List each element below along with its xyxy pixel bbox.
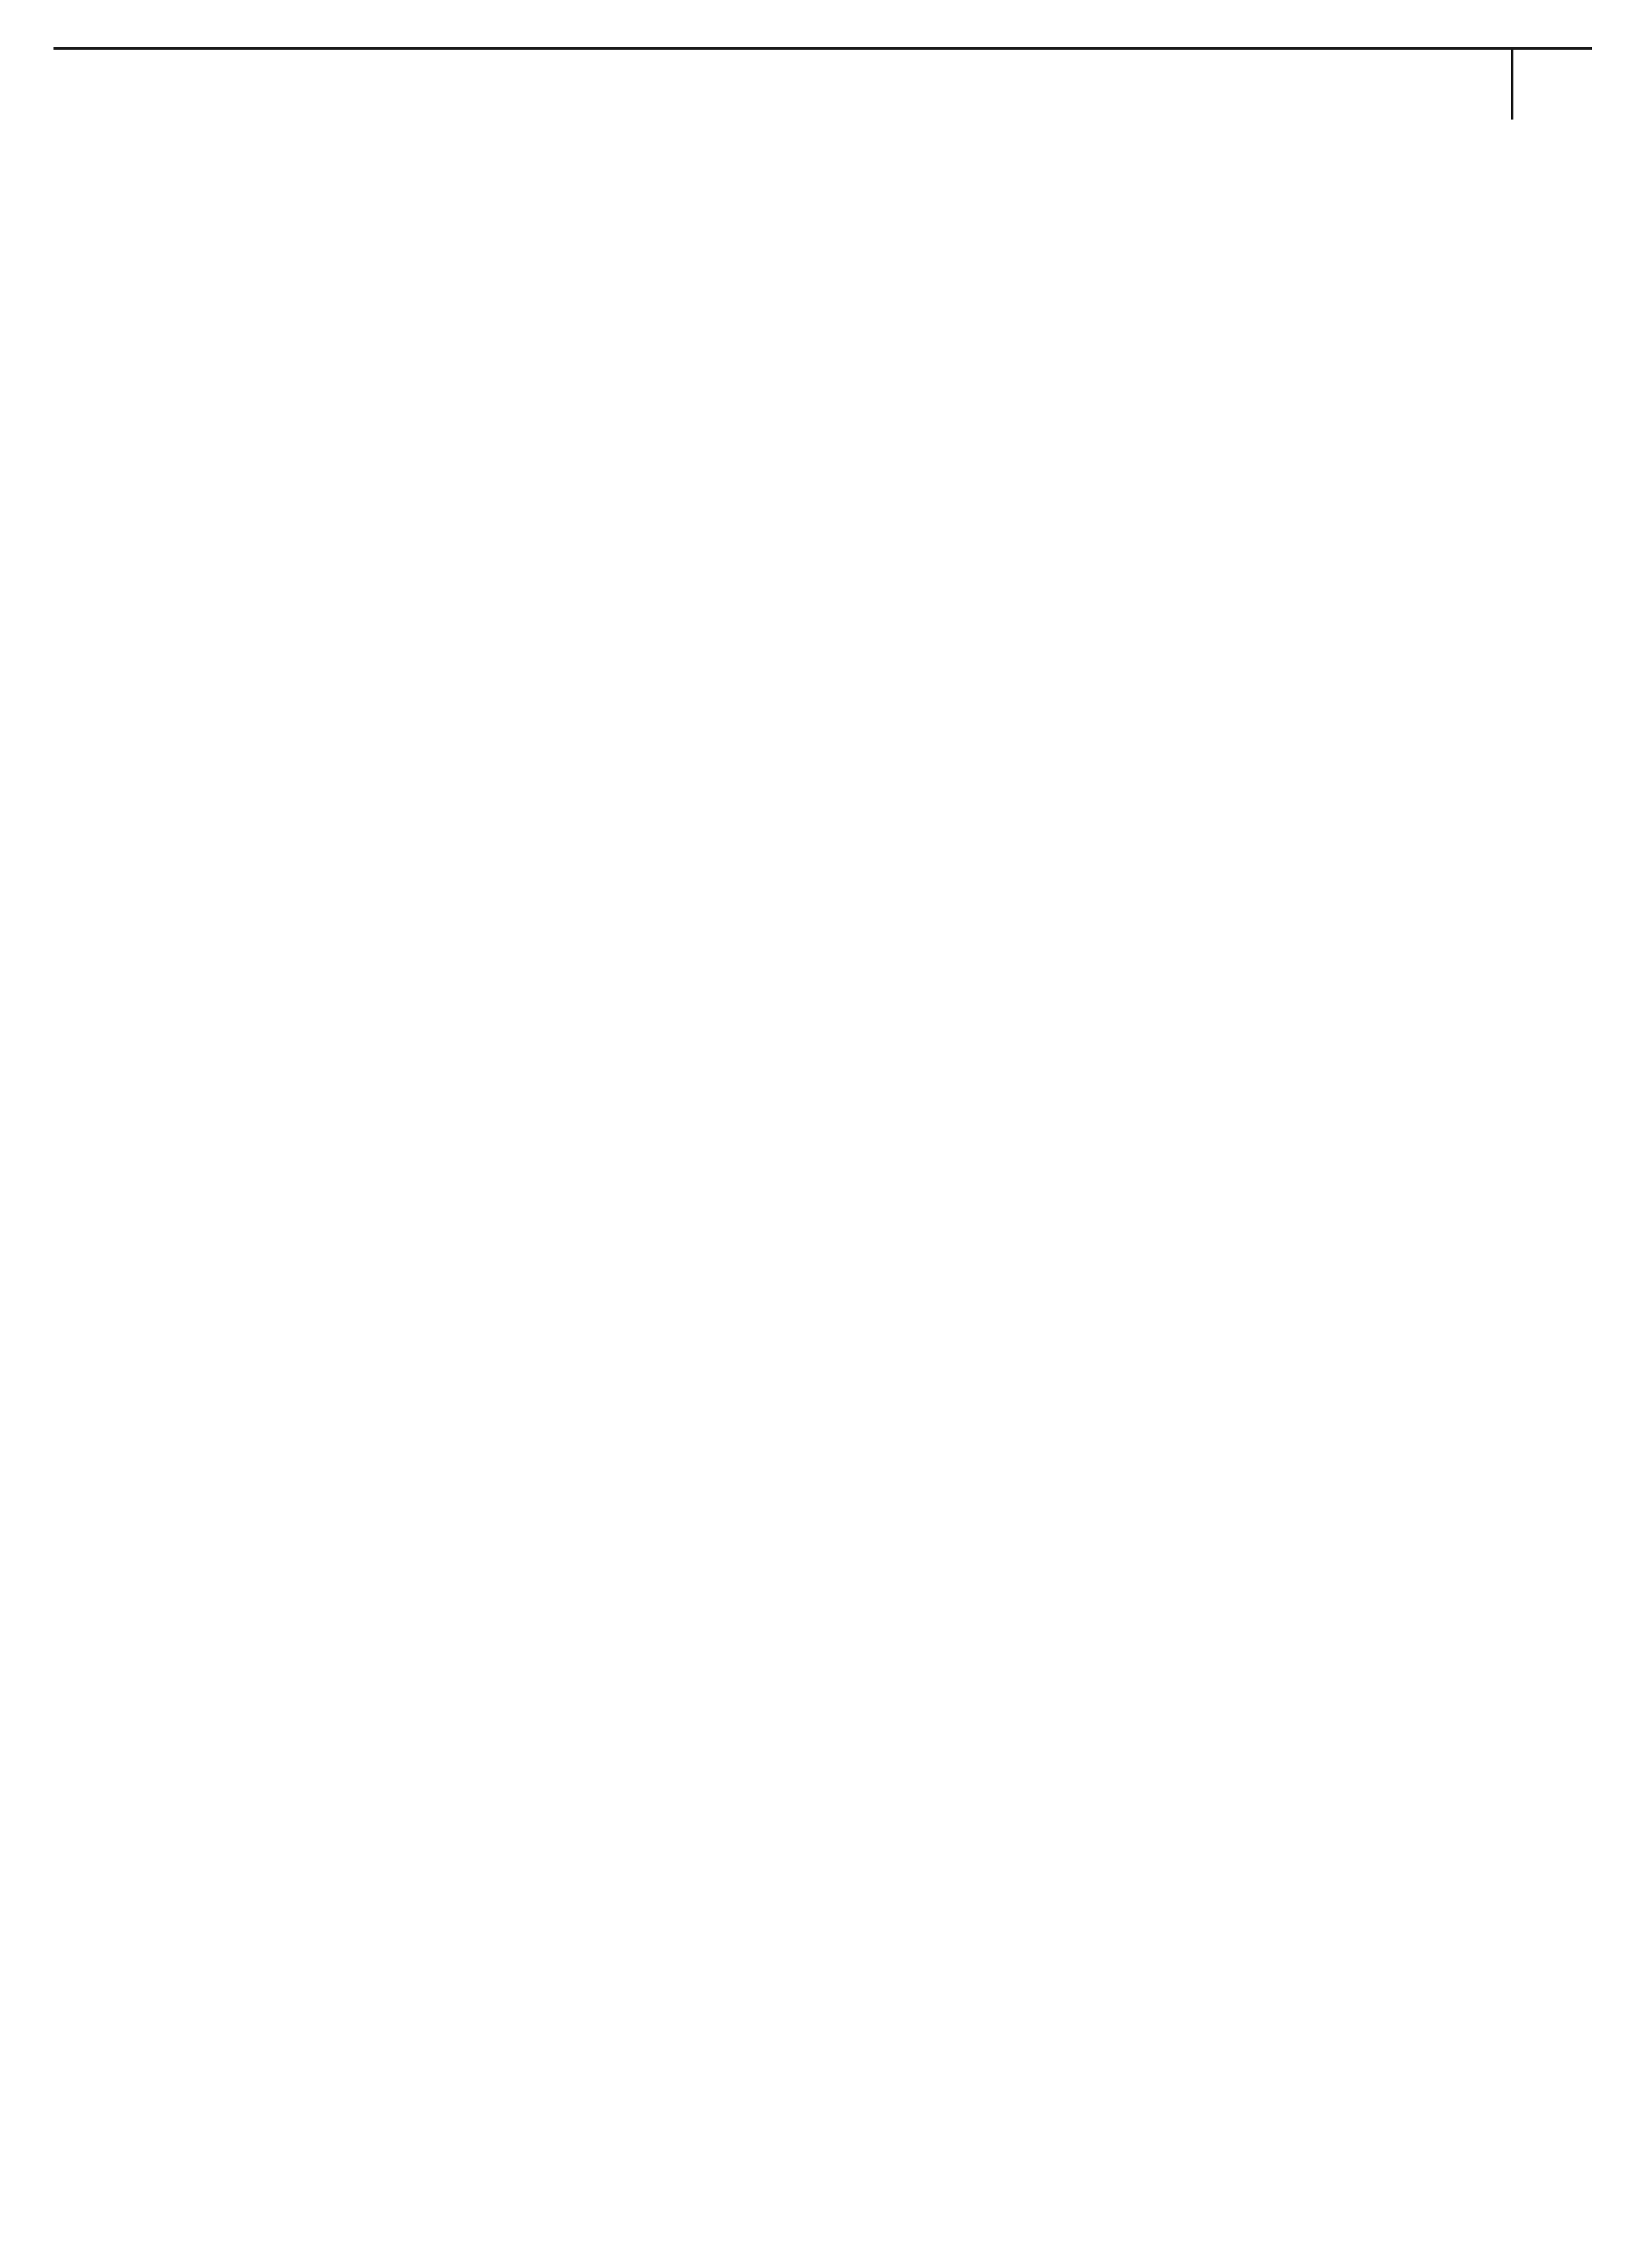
top-rule bbox=[53, 47, 1592, 50]
materials-table bbox=[192, 120, 1570, 1695]
page-number-divider bbox=[1511, 47, 1513, 120]
